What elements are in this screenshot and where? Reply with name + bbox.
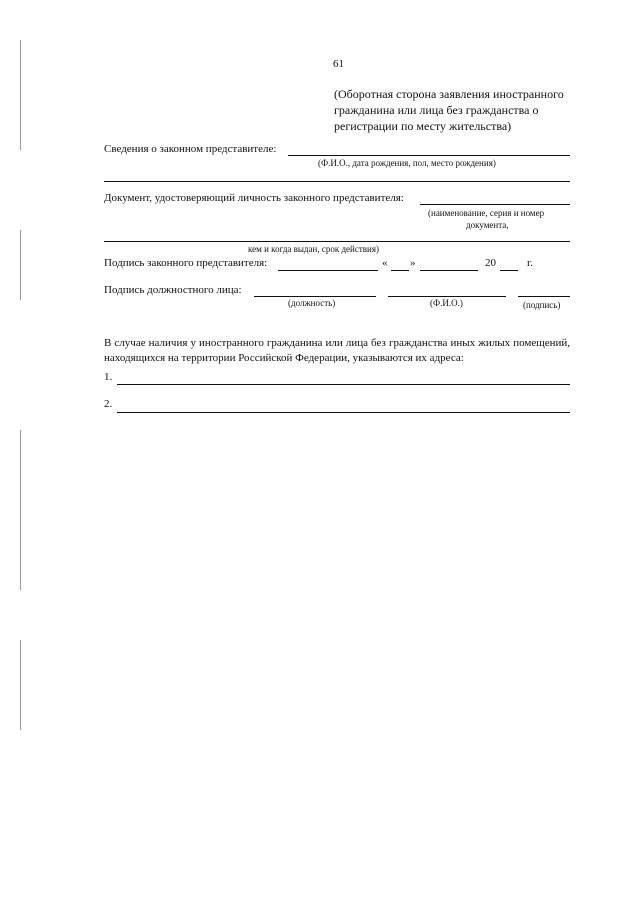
scan-edge-mark (20, 230, 21, 300)
identity-document-input-line[interactable] (420, 204, 570, 205)
heading-line-2: гражданина или лица без гражданства о (334, 103, 539, 117)
representative-input-line-2[interactable] (104, 181, 570, 182)
date-quote-open: « (382, 257, 388, 269)
heading-line-1: (Оборотная сторона заявления иностранного (334, 87, 564, 101)
representative-hint: (Ф.И.О., дата рождения, пол, место рождения) (318, 158, 496, 168)
address-2-input-line[interactable] (117, 412, 570, 413)
official-signature-line[interactable] (518, 296, 570, 297)
month-input-line[interactable] (420, 270, 478, 271)
identity-document-hint-2: документа, (466, 220, 509, 230)
official-signature-hint: (подпись) (523, 300, 561, 310)
addresses-paragraph: В случае наличия у иностранного гражданина или лица без гражданства иных жилых помещений, находящихся на территории Российской Федерации, указываются их адреса: (104, 337, 570, 364)
official-signature-label: Подпись должностного лица: (104, 284, 242, 296)
scan-edge-mark (20, 430, 21, 590)
representative-label: Сведения о законном представителе: (104, 143, 277, 155)
official-name-hint: (Ф.И.О.) (430, 298, 463, 308)
identity-document-hint-3: кем и когда выдан, срок действия) (248, 244, 379, 254)
page-number: 61 (333, 58, 344, 70)
address-item-number: 2. (104, 398, 113, 410)
representative-signature-label: Подпись законного представителя: (104, 257, 268, 269)
form-heading (334, 86, 564, 134)
heading-line-3: регистрации по месту жительства) (334, 119, 512, 133)
year-input-line[interactable] (500, 270, 518, 271)
identity-document-hint-1: (наименование, серия и номер (428, 208, 545, 218)
year-suffix: г. (527, 257, 534, 269)
address-1-input-line[interactable] (117, 384, 570, 385)
identity-document-input-line-2[interactable] (104, 241, 570, 242)
official-position-hint: (должность) (288, 298, 336, 308)
identity-document-label: Документ, удостоверяющий личность законного представителя: (104, 192, 404, 204)
official-position-line[interactable] (254, 296, 376, 297)
scan-edge-mark (20, 640, 21, 730)
date-quote-close: » (410, 257, 416, 269)
day-input-line[interactable] (391, 270, 409, 271)
representative-signature-line[interactable] (278, 270, 378, 271)
year-prefix: 20 (485, 257, 496, 269)
representative-input-line[interactable] (288, 155, 570, 156)
scan-edge-mark (20, 40, 21, 150)
official-name-line[interactable] (388, 296, 506, 297)
address-item-number: 1. (104, 371, 113, 383)
